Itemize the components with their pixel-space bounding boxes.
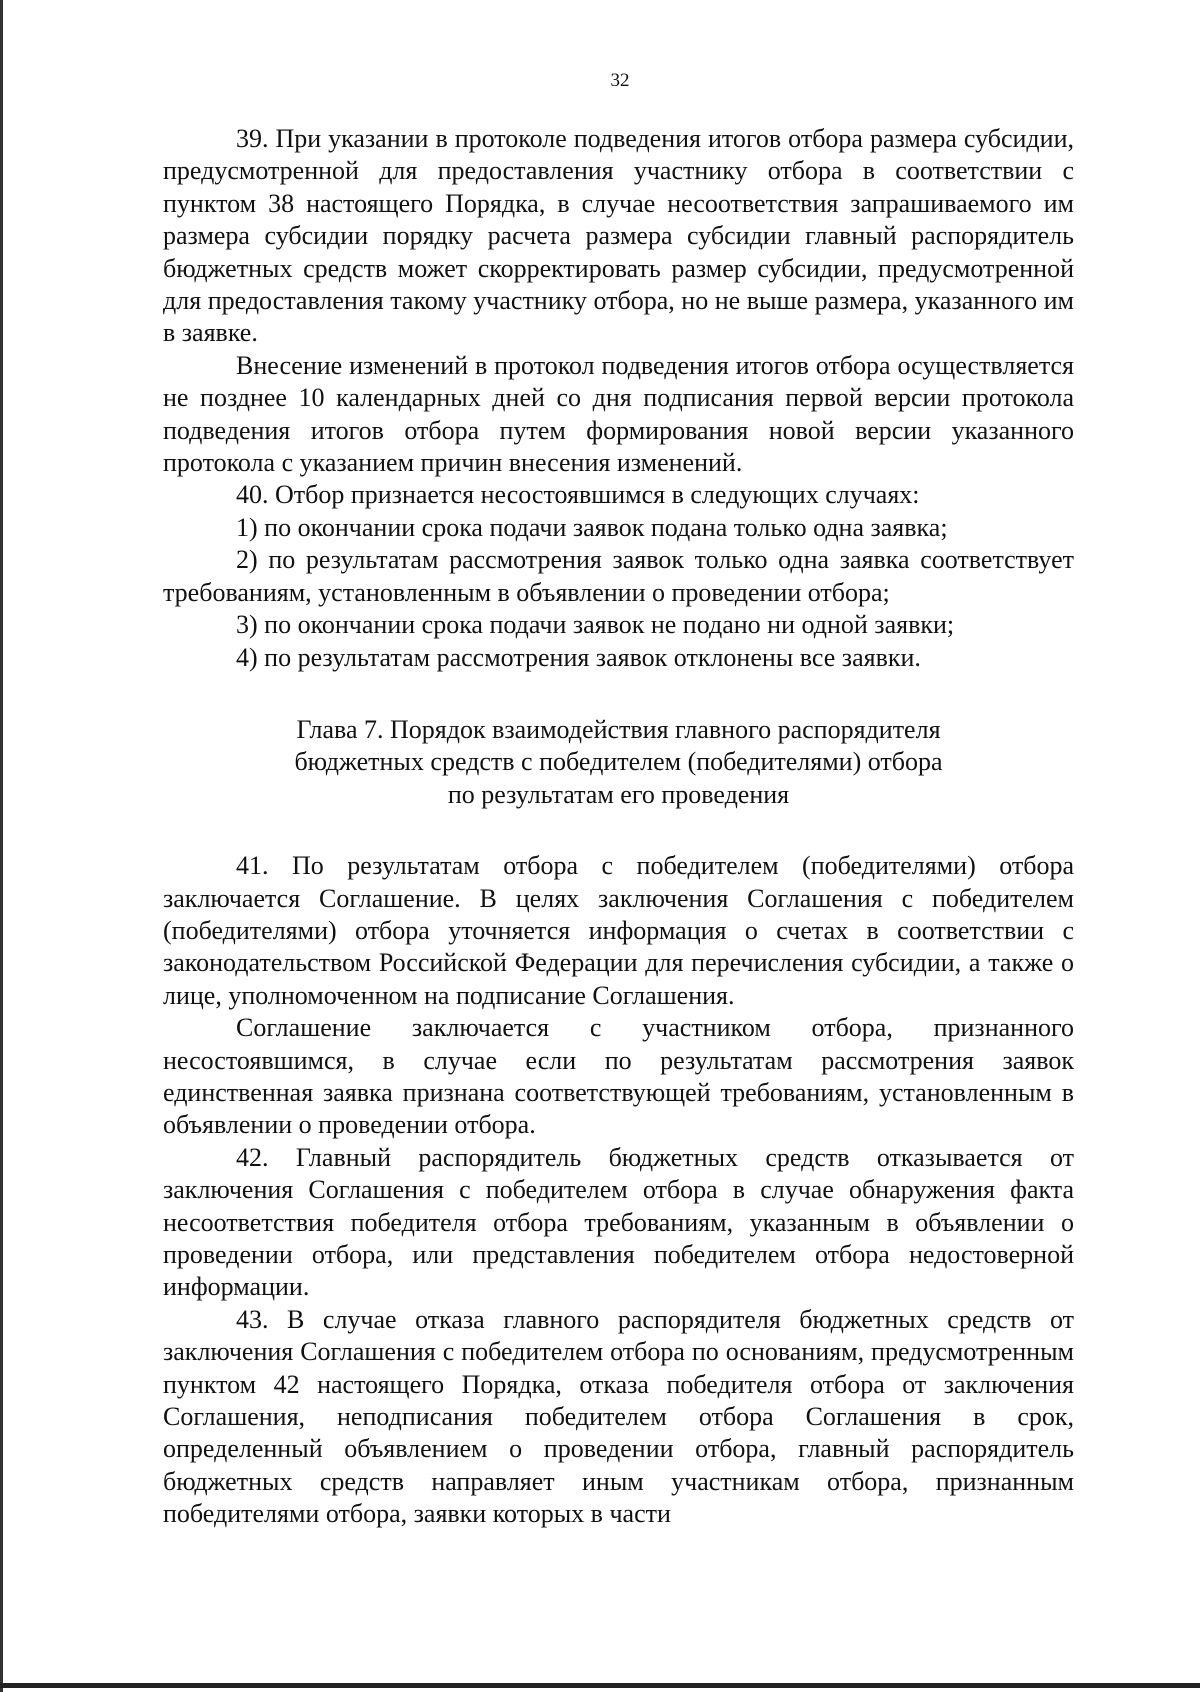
paragraph-41: 41. По результатам отбора с победителем (победителями) отбора заключается Соглашение. В целях заключения Соглашения с победителем (победителями) отбора уточняется информация о счетах в соответствии с законодательством Российской Федерации для перечисления субсидии, а также о лице, уполномоченном на подписание Соглашения. — [163, 851, 1074, 1010]
list-item: 3) по окончании срока подачи заявок не подано ни одной заявки; — [236, 610, 955, 640]
chapter-heading — [163, 714, 1074, 811]
list-item: 4) по результатам рассмотрения заявок отклонены все заявки. — [236, 642, 921, 672]
scan-edge-left — [0, 0, 3, 1692]
page-number: 32 — [610, 70, 630, 91]
paragraph-42: 42. Главный распорядитель бюджетных средств отказывается от заключения Соглашения с победителем отбора в случае обнаружения факта несоответствия победителя отбора требованиям, указанным в объявлении о проведении отбора, или представления победителем отбора недостоверной информации. — [163, 1142, 1074, 1302]
scan-edge-bottom — [0, 1683, 1200, 1688]
paragraph-41-agreement: Соглашение заключается с участником отбора, признанного несостоявшимся, в случае если по результатам рассмотрения заявок единственная заявка признана соответствующей требованиям, установленным в объявлении о проведении отбора. — [163, 1013, 1074, 1140]
paragraph-43: 43. В случае отказа главного распорядителя бюджетных средств от заключения Соглашения с победителем отбора по основаниям, предусмотренным пунктом 42 настоящего Порядка, отказа победителя отбора от заключения Соглашения, неподписания победителем отбора Соглашения в срок, определенный объявлением о проведении отбора, главный распорядитель бюджетных средств направляет иным участникам отбора, признанным победителями отбора, заявки которых в части — [163, 1304, 1074, 1529]
chapter-heading-line: бюджетных средств с победителем (победителями) отбора — [294, 747, 943, 777]
list-item: 1) по окончании срока подачи заявок подана только одна заявка; — [236, 512, 948, 542]
paragraph-40: 40. Отбор признается несостоявшимся в следующих случаях: — [236, 480, 920, 510]
chapter-heading-line: по результатам его проведения — [447, 779, 790, 809]
paragraph-39-amendments: Внесение изменений в протокол подведения итогов отбора осуществляется не позднее 10 календарных дней со дня подписания первой версии протокола подведения итогов отбора путем формирования новой версии указанного протокола с указанием причин внесения изменений. — [163, 350, 1074, 478]
paragraph-39: 39. При указании в протоколе подведения итогов отбора размера субсидии, предусмотренной для предоставления участнику отбора в соответствии с пунктом 38 настоящего Порядка, в случае несоответствия запрашиваемого им размера субсидии порядку расчета размера субсидии главный распорядитель бюджетных средств может скорректировать размер субсидии, предусмотренной для предоставления такому участнику отбора, но не выше размера, указанного им в заявке. — [163, 124, 1074, 348]
list-item: 2) по результатам рассмотрения заявок только одна заявка соответствует требованиям, установленным в объявлении о проведении отбора; — [163, 545, 1074, 607]
document-body — [163, 123, 1074, 1531]
chapter-heading-line: Глава 7. Порядок взаимодействия главного распорядителя — [296, 714, 941, 744]
